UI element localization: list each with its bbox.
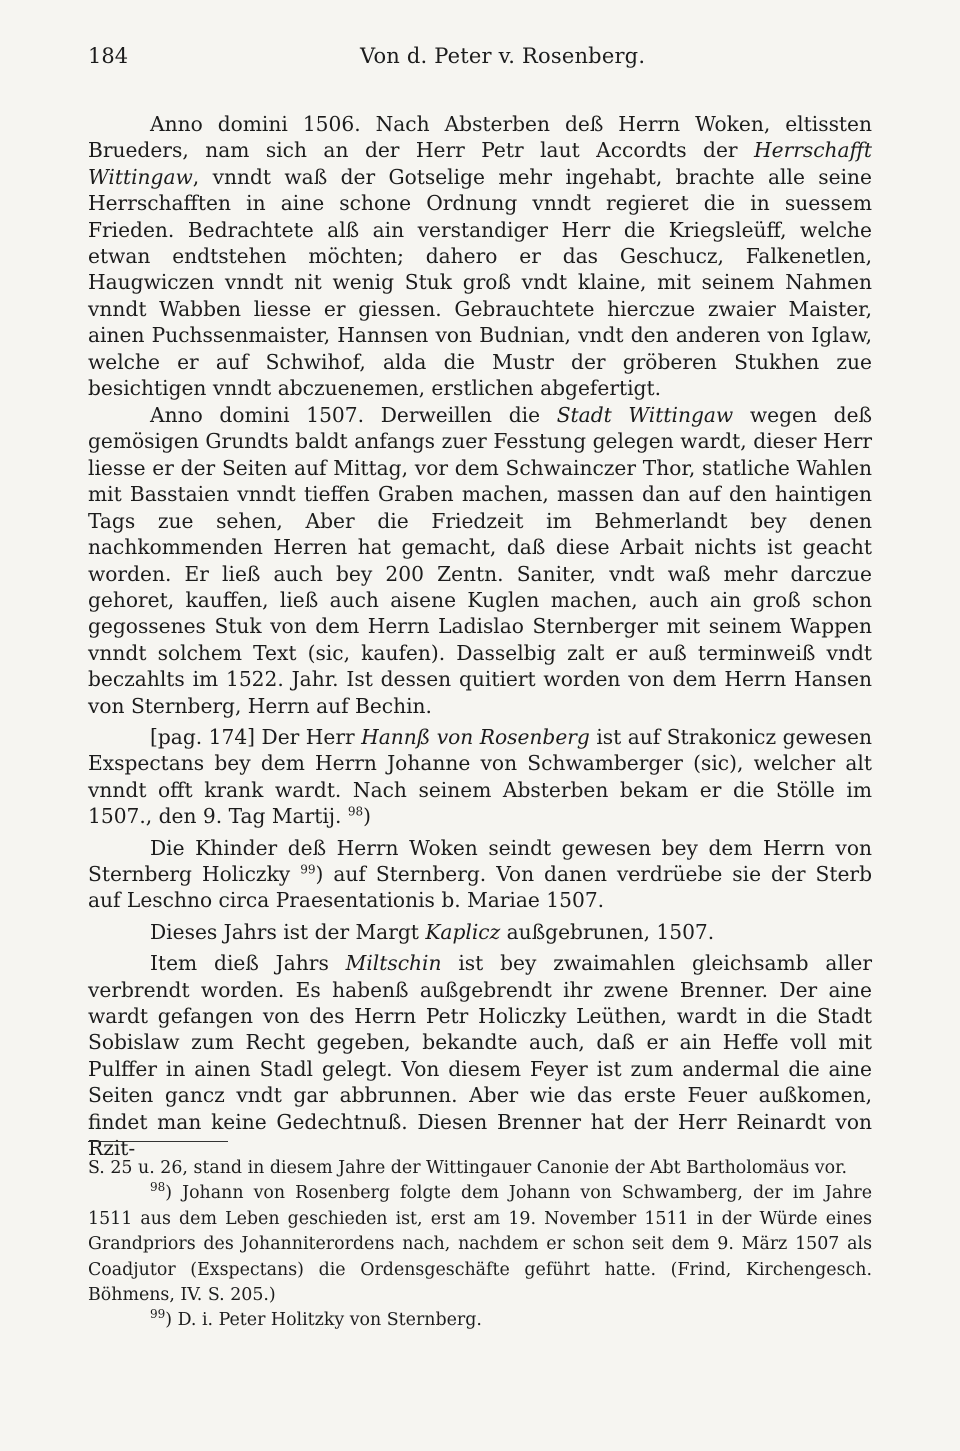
text-run: Anno domini 1507. Derweillen die (150, 403, 557, 428)
italic-text: Miltschin (345, 951, 442, 976)
text-run: [pag. 174] Der Herr (150, 724, 362, 749)
footnote-ref-99[interactable]: 99 (300, 862, 316, 877)
text-run: ) (363, 804, 372, 829)
text-run: ) auf Sternberg. Von danen verdrüebe sie der Sterb auf Leschno circa Praesentationis b. Mariae 1507. (88, 861, 872, 913)
footnotes (88, 1156, 872, 1334)
footnote-99 (88, 1308, 872, 1333)
text-run: Item dieß Jahrs (150, 951, 346, 976)
text-run: , vnndt waß der Gotselige mehr ingehabt, brachte alle seine Herrschafften in aine schone Ordnung vnndt regieret die in suessem Frieden. Bedrachtete alß ain verstandiger Herr die Kriegsleüff, welche etwan endtstehen möchten; dahero er das Geschucz, Falkenetlen, Haugwiczen vnndt nit wenig Stuk groß vndt klaine, mit seinem Nahmen vnndt Wabben liesse er giessen. Gebrauchtete hierczue zwaier Maister, ainen Puchssenmaister, Hannsen von Budnian, vndt den anderen von Iglaw, welche er auf Schwihof, alda die Mustr der gröberen Stukhen zue besichtigen vnndt abczuenemen, erstlichen abgefertigt. (88, 164, 872, 401)
footnote-marker: 99 (150, 1307, 166, 1322)
paragraph-hanns-von-rosenberg (88, 724, 872, 830)
paragraph-miltschin (88, 950, 872, 1161)
paragraph-anno-1507 (88, 402, 872, 719)
italic-text: Hannß von Rosenberg (361, 724, 590, 749)
page-header (88, 44, 872, 78)
main-text (88, 111, 872, 1161)
footnote-text: ) D. i. Peter Holitzky von Sternberg. (165, 1310, 482, 1331)
text-run: ist auf Strakonicz gewesen Exspectans bey dem Herrn Johanne von Schwamberger (sic), welcher alt vnndt offt krank wardt. Nach seinem Absterben bekam er die Stölle im 1507., den 9. Tag Martij. (88, 724, 872, 829)
footnote-divider (88, 1141, 228, 1142)
paragraph-anno-1506 (88, 111, 872, 401)
paragraph-kaplicz (88, 919, 872, 945)
italic-text: Kaplicz (425, 919, 501, 944)
italic-text: Herrschafft Wittingaw (88, 138, 872, 189)
footnote-continued: S. 25 u. 26, stand in diesem Jahre der Wittingauer Canonie der Abt Bartholomäus vor. (88, 1158, 848, 1178)
text-run: Anno domini 1506. Nach Absterben deß Herrn Woken, eltissten Brueders, nam sich an der Herr Petr laut Accordts der (88, 112, 872, 163)
paragraph-khinder (88, 835, 872, 914)
footnote-text: ) Johann von Rosenberg folgte dem Johann von Schwamberg, der im Jahre 1511 aus dem Leben geschieden ist, erst am 19. November 1511 in der Würde eines Grandpriors des Johanniterordens nach, nachdem er schon seit dem 9. März 1507 als Coadjutor (Exspectans) die Ordensgeschäfte geführt hatte. (Frind, Kirchengesch. Böhmens, IV. S. 205.) (88, 1183, 872, 1306)
text-run: ist bey zwaimahlen gleichsamb aller verbrendt worden. Es habenß außgebrendt ihr zwene Brenner. Der aine wardt gefangen von des Herrn Petr Holiczky Leüthen, wardt in die Stadt Sobislaw zum Recht gegeben, bekandte auch, daß er ain Heffe voll mit Pulffer in ainen Stadl gelegt. Von diesem Feyer ist zum andermal die aine Seiten gancz vndt gar abbrunnen. Aber wie das erste Feuer außkomen, findet man keine Gedechtnuß. Diesen Brenner hat der Herr Reinardt von Rzit- (88, 951, 872, 1161)
running-head: Von d. Peter v. Rosenberg. (360, 44, 646, 68)
footnote-98 (88, 1181, 872, 1308)
page-number: 184 (88, 44, 129, 68)
text-run: wegen deß gemösigen Grundts baldt anfangs zuer Fesstung gelegen wardt, dieser Herr liesse er der Seiten auf Mittag, vor dem Schwainczer Thor, statliche Wahlen mit Basstaien vnndt tieffen Graben machen, massen dan auf den haintigen Tags zue sehen, Aber die Friedzeit im Behmerlandt bey denen nachkommenden Herren hat gemacht, daß diese Arbait nichts ist geacht worden. Er ließ auch bey 200 Zentn. Saniter, vndt waß mehr darczue gehoret, kauffen, ließ auch aisene Kuglen machen, auch ain groß schon gegossenes Stuk von dem Herrn Ladislao Sternberger mit seinem Wappen vnndt solchem Text (sic, kaufen). Dasselbig zalt er auß terminweiß vndt beczahlts im 1522. Jahr. Ist dessen quitiert worden von dem Herrn Hansen von Sternberg, Herrn auf Bechin. (88, 403, 872, 718)
italic-text: Stadt Wittingaw (556, 403, 734, 428)
text-run: Dieses Jahrs ist der Margt (150, 919, 426, 944)
footnote-marker: 98 (150, 1180, 166, 1195)
footnote-ref-98[interactable]: 98 (347, 804, 364, 819)
text-run: außgebrunen, 1507. (500, 919, 715, 944)
text-run: Die Khinder deß Herrn Woken seindt gewesen bey dem Herrn von Sternberg Holiczky (88, 835, 872, 886)
